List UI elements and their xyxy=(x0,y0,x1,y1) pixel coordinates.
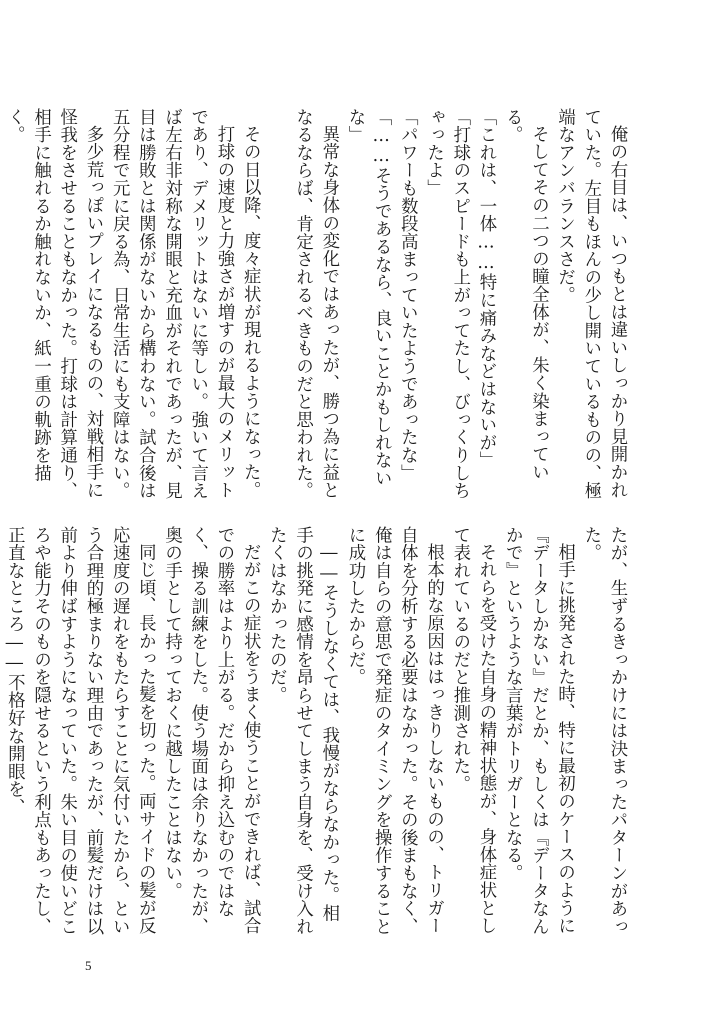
dialogue-line: 「これは、一体……特に痛みなどはないが」 xyxy=(475,108,496,470)
paragraph: それらを受けた自身の精神状態が、身体症状として表れているのだと推測された。 xyxy=(449,526,496,935)
paragraph: 打球の速度と力強さが増すのが最大のメリットであり、デメリットはないに等しい。強いて言えば左右非対称な開眼と充血がそれであったが、見目は勝敗とは関係がないから構わない。試合後は五分程で元に戻る為、日常生活にも支障はない。 xyxy=(109,108,234,500)
paragraph: だがこの症状をうまく使うことができれば、試合での勝率はより上がる。だから抑え込むのではなく、操る訓練をした。使う場面は余りなかったが、奥の手として持っておくに越したことはない。 xyxy=(161,526,261,936)
paragraph-continuation: たが、生ずるきっかけには決まったパターンがあった。 xyxy=(580,526,627,936)
dialogue-line: 「……そうであるなら、良いことかもしれないな」 xyxy=(344,108,392,487)
paragraph: 相手に挑発された時、特に最初のケースのように『データしかない』だとか、もしくは『データなんかで』というような言葉がトリガーとなる。 xyxy=(502,526,575,936)
page-number: 5 xyxy=(85,958,92,973)
paragraph: 多少荒っぽいプレイになるものの、対戦相手に怪我をさせることもなかった。打球は計算通り、相手に触れるか触れないか、紙一重の軌跡を描く。 xyxy=(4,108,103,500)
dialogue-line: 「打球のスピードも上がってたし、びっくりしちゃったよ」 xyxy=(423,108,470,500)
paragraph: 異常な身体の変化ではあったが、勝つ為に益となるならば、肯定されるべきものだと思われた。 xyxy=(292,108,339,500)
paragraph: 根本的な原因ははっきりしないものの、トリガー自体を分析する必要はなかった。その後まもなく、俺は自らの意思で発症のタイミングを操作することに成功したからだ。 xyxy=(344,526,444,936)
paragraph: そしてその二つの瞳全体が、朱く染まっている。 xyxy=(502,108,549,482)
paragraph: その日以降、度々症状が現れるようになった。 xyxy=(240,125,261,500)
dialogue-line: 「パワーも数段高まっていたようであったな」 xyxy=(397,108,418,482)
scene-break xyxy=(263,108,289,508)
upper-text-block xyxy=(4,108,630,508)
paragraph: ――そうしなくては、我慢がならなかった。相手の挑発に感情を昂らせてしまう自身を、受け入れたくはなかったのだ。 xyxy=(266,526,339,936)
paragraph: 同じ頃、長かった髪を切った。両サイドの髪が反応速度の遅れをもたらすことに気付いたから、という合理的極まりない理由であったが、前髪だけは以前より伸ばすようになっていた。朱い目の使いどころや能力そのものを隠せるという利点もあったし、正直なところ――不格好な開眼を、 xyxy=(4,526,156,936)
lower-text-block xyxy=(4,526,630,938)
paragraph: 俺の右目は、いつもとは違いしっかり見開かれていた。左目もほんの少し開いているものの、極端なアンバランスさだ。 xyxy=(554,108,627,500)
paragraph xyxy=(0,108,1,508)
